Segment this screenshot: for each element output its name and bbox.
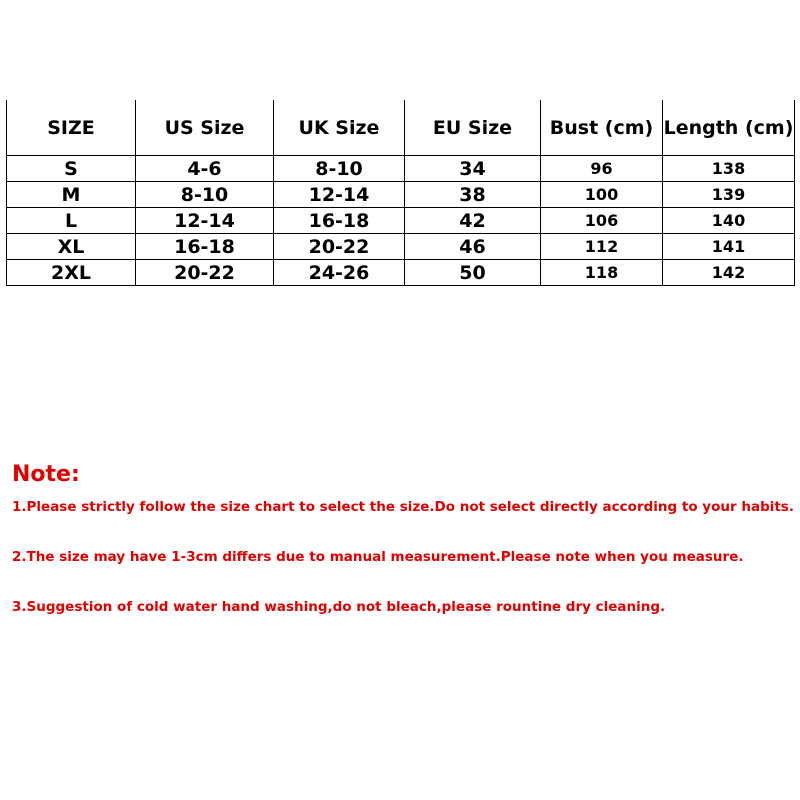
cell-size: 2XL (7, 260, 136, 286)
header-us-size: US Size (136, 100, 274, 156)
note-line-1: 1.Please strictly follow the size chart to select the size.Do not select directly according to your habits. (12, 499, 794, 515)
cell-us-size: 8-10 (136, 182, 274, 208)
cell-bust: 118 (541, 260, 663, 286)
cell-us-size: 12-14 (136, 208, 274, 234)
cell-size: S (7, 156, 136, 182)
table-row (7, 182, 795, 208)
cell-length: 141 (663, 234, 795, 260)
note-section (12, 462, 792, 615)
cell-length: 140 (663, 208, 795, 234)
table-row (7, 260, 795, 286)
header-eu-size: EU Size (405, 100, 541, 156)
cell-bust: 100 (541, 182, 663, 208)
table-header-row (7, 100, 795, 156)
cell-bust: 106 (541, 208, 663, 234)
cell-eu-size: 42 (405, 208, 541, 234)
table-row (7, 208, 795, 234)
cell-uk-size: 8-10 (274, 156, 405, 182)
cell-us-size: 4-6 (136, 156, 274, 182)
cell-uk-size: 16-18 (274, 208, 405, 234)
cell-us-size: 16-18 (136, 234, 274, 260)
cell-eu-size: 38 (405, 182, 541, 208)
cell-bust: 112 (541, 234, 663, 260)
cell-us-size: 20-22 (136, 260, 274, 286)
header-uk-size: UK Size (274, 100, 405, 156)
cell-length: 142 (663, 260, 795, 286)
header-length: Length (cm) (663, 100, 795, 156)
cell-uk-size: 20-22 (274, 234, 405, 260)
cell-size: XL (7, 234, 136, 260)
cell-size: L (7, 208, 136, 234)
cell-length: 138 (663, 156, 795, 182)
cell-uk-size: 12-14 (274, 182, 405, 208)
note-line-2: 2.The size may have 1-3cm differs due to manual measurement.Please note when you measure. (12, 549, 744, 565)
table-row (7, 234, 795, 260)
table-row (7, 156, 795, 182)
header-size: SIZE (7, 100, 136, 156)
header-bust: Bust (cm) (541, 100, 663, 156)
cell-length: 139 (663, 182, 795, 208)
cell-eu-size: 34 (405, 156, 541, 182)
cell-bust: 96 (541, 156, 663, 182)
note-title: Note: (12, 462, 80, 487)
cell-size: M (7, 182, 136, 208)
note-line-3: 3.Suggestion of cold water hand washing,do not bleach,please rountine dry cleaning. (12, 599, 666, 615)
cell-uk-size: 24-26 (274, 260, 405, 286)
size-chart-table (6, 100, 795, 286)
cell-eu-size: 46 (405, 234, 541, 260)
cell-eu-size: 50 (405, 260, 541, 286)
